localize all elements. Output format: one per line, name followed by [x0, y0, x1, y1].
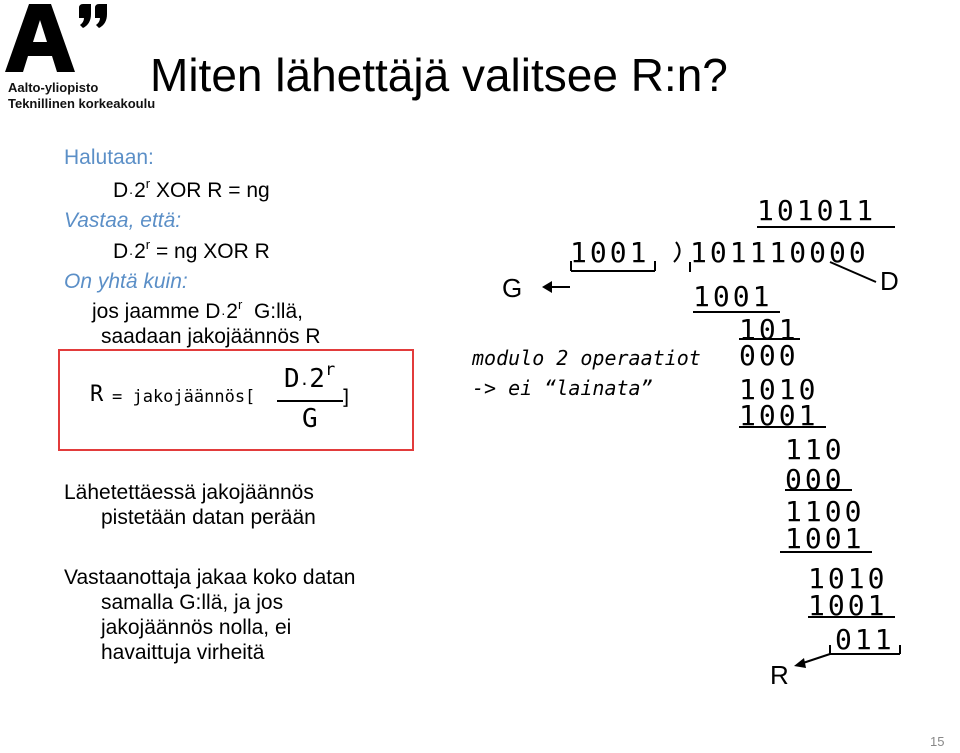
page-number: 15 [930, 734, 945, 749]
step-10: 1010 [808, 562, 888, 595]
step-11: 1001 [808, 589, 888, 622]
step-4: 1010 [739, 373, 819, 406]
step-2: 101 [739, 313, 799, 346]
dividend: 101110000 [690, 236, 869, 269]
equation-2: D.2$^r$ = ng XOR R [113, 237, 270, 263]
label-d: D [880, 266, 899, 296]
para2-line1: Vastaanottaja jakaa koko datan [64, 566, 356, 589]
para1-line1: Lähetettäessä jakojäännös [64, 481, 314, 504]
step-9: 1001 [785, 522, 865, 555]
line-saadaan: saadaan jakojäännös R [101, 325, 321, 348]
equation-1: D.2$^r$ XOR R = ng [113, 176, 270, 202]
step-6: 110 [785, 433, 845, 466]
note-lainata: -> ei “lainata” [472, 376, 653, 400]
step-5: 1001 [739, 399, 819, 432]
note-modulo: modulo 2 operaatiot [472, 346, 701, 370]
label-g: G [502, 273, 523, 303]
line-jos-jaamme: jos jaamme D.2$^r$ G:llä, [92, 297, 303, 323]
heading-vastaa: Vastaa, että: [64, 209, 182, 232]
para2-line3: jakojäännös nolla, ei [101, 616, 292, 639]
formula-numerator: D.2$^r$ [284, 360, 336, 394]
formula-r: R [90, 382, 104, 407]
slide-title: Miten lähettäjä valitsee R:n? [150, 49, 728, 101]
formula-close-bracket: ] [340, 385, 353, 409]
step-3: 000 [739, 339, 799, 372]
heading-on-yhta: On yhtä kuin: [64, 270, 188, 293]
step-1: 1001 [693, 280, 773, 313]
formula-denominator: G [302, 404, 318, 434]
step-8: 1100 [785, 495, 865, 528]
step-7: 000 [785, 463, 845, 496]
para2-line2: samalla G:llä, ja jos [101, 591, 284, 614]
logo-line-2: Teknillinen korkeakoulu [8, 96, 156, 111]
formula-jakojaannos: = jakojäännös[ [112, 387, 256, 407]
logo-line-1: Aalto-yliopisto [8, 80, 99, 95]
step-12: 011 [835, 623, 895, 656]
para2-line4: havaittuja virheitä [101, 641, 265, 664]
para1-line2: pistetään datan perään [101, 506, 316, 529]
quotient: 101011 [757, 194, 877, 227]
divisor: 1001 [570, 236, 650, 269]
label-r: R [770, 660, 789, 690]
heading-halutaan: Halutaan: [64, 146, 154, 169]
